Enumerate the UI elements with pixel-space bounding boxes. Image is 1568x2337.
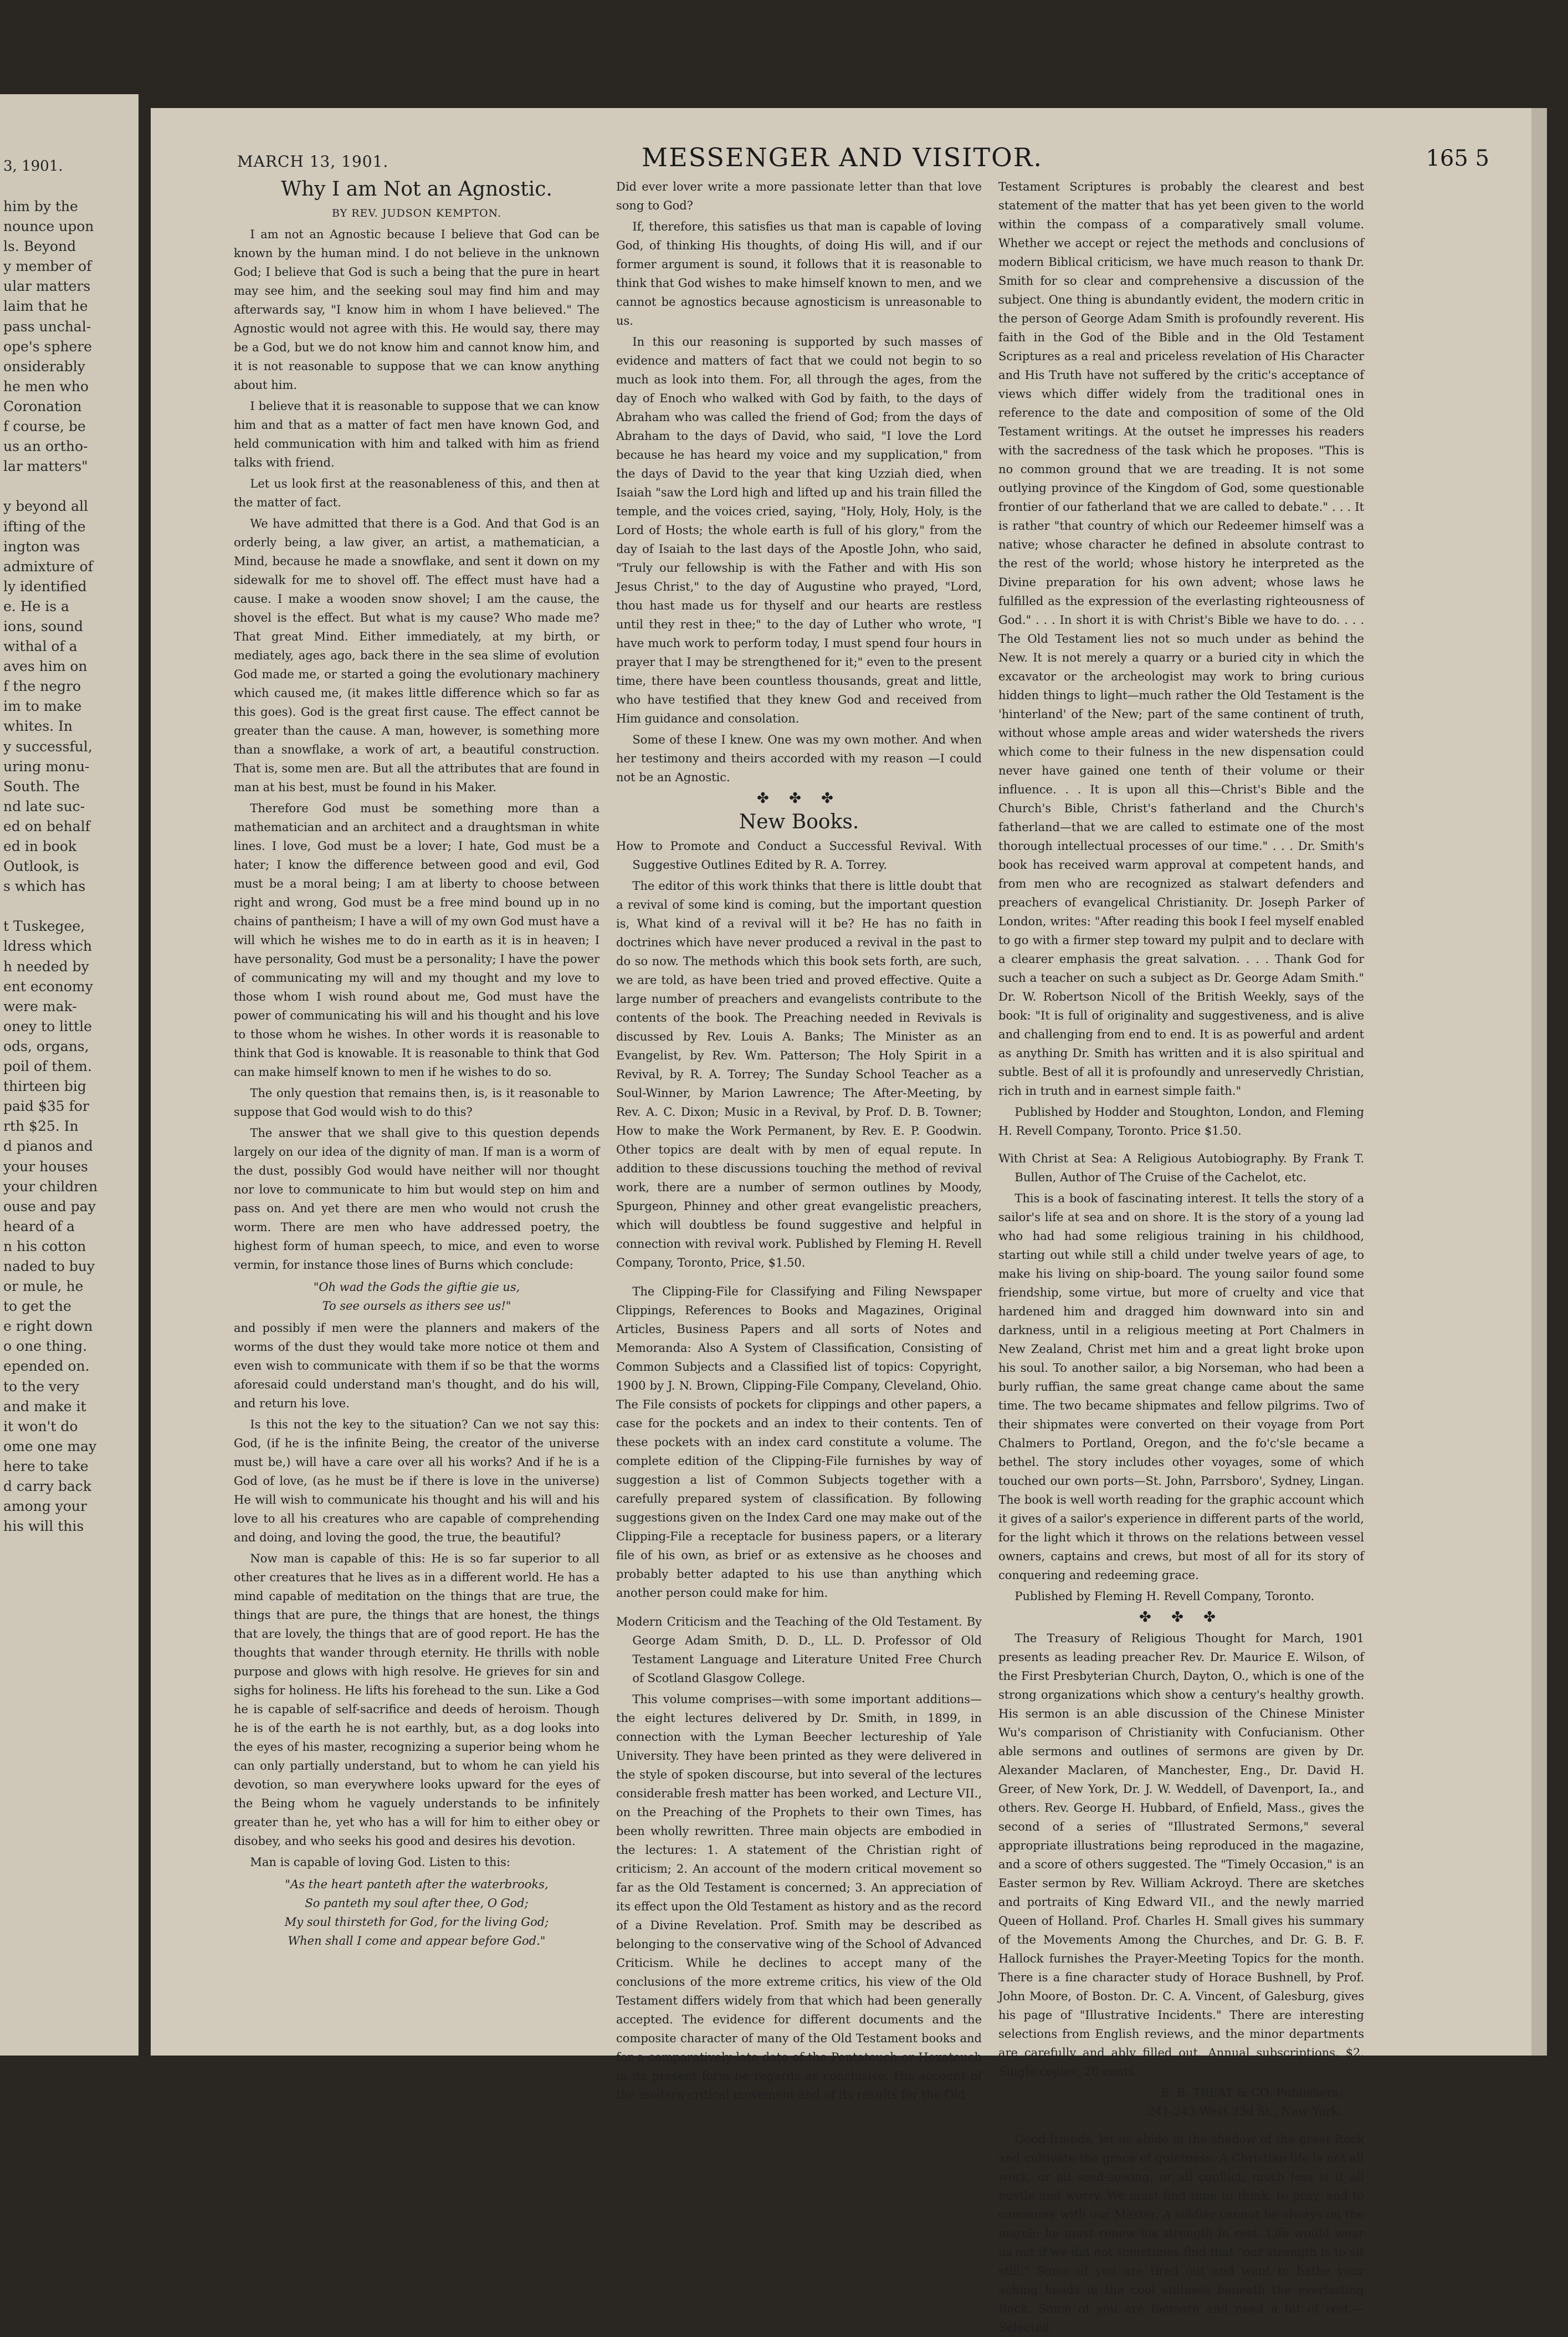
fragment-line: or mule, he — [3, 1278, 84, 1295]
book-title: With Christ at Sea: A Religious Autobiography. By Frank T. Bullen, Author of The Cruise of the Cachelot, etc. — [998, 1152, 1364, 1184]
book-review: The Treasury of Religious Thought for March, 1901 presents as leading preacher Rev. Dr. Maurice E. Wilson, of the First Presbyterian Church, Dayton, O., which is one of the strong organizations which show a century's healthy growth. His sermon is an able discussion of the Chinese Minister Wu's comparison of Christianity with Confucianism. Other able sermons and outlines of sermons are given by Dr. Alexander Maclaren, of Manchester, Eng., Dr. David H. Greer, of New York, Dr. J. W. Weddell, of Davenport, Ia., and others. Rev. George H. Hubbard, of Enfield, Mass., gives the second of a series of "Illustrated Sermons," several appropriate illustrations being reproduced in the magazine, and a score of others suggested. The "Timely Occasion," is an Easter sermon by Rev. William Ackroyd. There are sketches and portraits of King Edward VII., and the newly married Queen of Holland. Prof. Charles H. Small gives his summary of the Movements Among the Churches, and Dr. G. B. F. Hallock furnishes the Prayer-Meeting Topics for the month. There is a fine character study of Horace Bushnell, by Prof. John Moore, of Boston. Dr. C. A. Vincent, of Galesburg, gives his page of "Illustrative Incidents." There are interesting selections from English reviews, and the minor departments are carefully and ably filled out. Annual subscriptions, $2. Single copies, 20 cents. — [998, 1632, 1364, 2078]
section-title-new-books: New Books. — [739, 811, 859, 833]
fragment-line: h needed by — [3, 958, 89, 975]
publisher-address: E. B. TREAT & CO, Publishers, 241-243 West 23d St., New York. — [1147, 2086, 1342, 2118]
fragment-line: s which has — [3, 878, 86, 895]
fragment-line: South. The — [3, 778, 80, 795]
fragment-line: to get the — [3, 1298, 71, 1315]
column-1 — [234, 177, 599, 1954]
book-review: The Clipping-File for Classifying and Filing Newspaper Clippings, References to Books and Magazines, Original Articles, Business Papers and all sorts of Notes and Memoranda: Also A System of Classification, Consisting of Common Subjects and a Classified list of topics: Copyright, 1900 by J. N. Brown, Clipping-File Company, Cleveland, Ohio. The File consists of pockets for clippings and other papers, a case for the pockets and an index to their contents. Ten of these pockets with an index card constitute a volume. The complete edition of the Clipping-File furnishes by way of suggestion a list of Common Subjects together with a carefully prepared system of classification. By following suggestions given on the Index Card one may make out of the Clipping-File a receptacle for business papers, or a literary file of his own, as brief or as extensive as he chooses and probably better adapted to his use than anything which another person could make for him. — [616, 1285, 982, 1600]
paragraph: Is this not the key to the situation? Can we not say this: God, (if he is the infinite Being, the creator of the universe must be,) will have a care over all his works? And if he is a God of love, (as he must be if there is love in the universe) He will wish to communicate his thought and his will and his love to all his creatures who are capable of comprehending and doing, and loving the good, the true, the beautiful? — [234, 1418, 599, 1544]
fragment-line: ions, sound — [3, 618, 83, 634]
fragment-line: ods, organs, — [3, 1038, 89, 1054]
fragment-line: us an ortho- — [3, 438, 88, 455]
paragraph: We have admitted that there is a God. And that God is an orderly being, a law giver, an artist, a mathematician, a Mind, because he made a snowflake, and sent it down on my sidewalk for me to shovel off. The effect must have had a cause. I make a wooden snow shovel; I am the cause, the shovel is the effect. But what is my cause? Who made me? That great Mind. Either immediately, at my birth, or mediately, ages ago, back there in the sea slime of evolution God made me, or started a going the evolutionary machinery which caused me, (it makes little difference which so far as this goes). God is the great first cause. The effect cannot be greater than the cause. A man, however, is something more than a snowflake, a work of art, a beautiful construction. That is, some men are. But all the attributes that are found in man at his best, must be found in his Maker. — [234, 517, 599, 794]
fragment-line: d carry back — [3, 1478, 91, 1494]
facing-page-column — [3, 197, 136, 1536]
paragraph: The answer that we shall give to this question depends largely on our idea of the dignity of man. If man is a worm of the dust, possibly God would have neither will nor thought nor love to communicate to him but would step on him and pass on. And yet there are men who would not crush the worm. There are men who have addressed poetry, the highest form of human speech, to mice, and even to worse vermin, for instance those lines of Burns which conclude: — [234, 1126, 599, 1272]
paragraph: In this our reasoning is supported by such masses of evidence and matters of fact that we could not begin to so much as look into them. For, all through the ages, from the day of Enoch who walked with God by faith, to the days of Abraham who was called the friend of God; from the days of Abraham to the days of David, who said, "I love the Lord because he has heard my voice and my supplication," from the days of David to the year that king Uzziah died, when Isaiah "saw the Lord high and lifted up and his train filled the temple, and the voices cried, saying, "Holy, Holy, Holy, is the Lord of Hosts; the whole earth is full of his glory," from the day of Isaiah to the last days of the Apostle John, who said, "Truly our fellowship is with the Father and with His son Jesus Christ," to the day of Augustine who prayed, "Lord, thou hast made us for thyself and our hearts are restless until they rest in thee;" to the day of Luther who wrote, "I have much work to perform today, I must spend four hours in prayer that I may be strengthened for it;" even to the present time, there have been countless thousands, great and little, who have testified that they knew God and received from Him guidance and consolation. — [616, 335, 982, 725]
publisher-note: Published by Fleming H. Revell Company, Toronto. — [1014, 1590, 1315, 1603]
column-3 — [998, 177, 1364, 2337]
page-number: 165 5 — [1426, 146, 1489, 171]
fragment-line: poil of them. — [3, 1058, 92, 1075]
fragment-line: ington was — [3, 538, 80, 555]
fragment-line: ls. Beyond — [3, 238, 76, 255]
fragment-line: f course, be — [3, 418, 86, 435]
book-review: The editor of this work thinks that there is little doubt that a revival of some kind is coming, but the important question is, What kind of a revival will it be? He has no faith in doctrines which have never produced a revival in the past to do so now. The methods which this book sets forth, are such, we are told, as have been tried and proved effective. Quite a large number of preachers and evangelists contribute to the contents of the book. The Preaching needed in Revivals is discussed by Rev. Louis A. Banks; The Minister as an Evangelist, by Rev. Wm. Patterson; The Holy Spirit in a Revival, by R. A. Torrey; The Sunday School Teacher as a Soul-Winner, by Marion Lawrence; The After-Meeting, by Rev. A. C. Dixon; Music in a Revival, by Prof. D. B. Towner; How to make the Work Permanent, by Rev. E. P. Goodwin. Other topics are dealt with by men of equal repute. In addition to these discussions touching the method of revival work, there are a number of sermon outlines by Moody, Spurgeon, Phinney and other great evangelistic preachers, which will doubtless be found suggestive and helpful in connection with revival work. Published by Fleming H. Revell Company, Toronto, Price, $1.50. — [616, 879, 982, 1269]
fragment-line: him by the — [3, 198, 78, 214]
fragment-line: t Tuskegee, — [3, 918, 85, 935]
fragment-line: to the very — [3, 1378, 79, 1395]
publisher-note: Published by Hodder and Stoughton, London, and Fleming H. Revell Company, Toronto. Price $1.50. — [998, 1105, 1364, 1137]
page-edge-shadow — [1531, 108, 1547, 2056]
fragment-line: your children — [3, 1178, 98, 1195]
masthead-title: MESSENGER AND VISITOR. — [642, 142, 1043, 172]
fragment-line: whites. In — [3, 718, 73, 735]
fragment-line: heard of a — [3, 1218, 75, 1234]
closing-paragraph: Good friends, let us abide in the shadow of the great Rock and cultivate the grace of quietness. A Christian life is not all work, or all seed-sowing, or all conflict; much less is it all bustle and worry. We must find time to think, to pray, and to commune with our Master. A soldier cannot be always on the march: he must renew his strength in rest. Life would wear us out if we did not sometimes find that "our strength is to sit still." Some of you are tired out and want to bathe your aching heads in the cool stillness beneath the everlasting Rock. Some of you are footsore and need a bit of rest.—Selected. — [998, 2133, 1364, 2334]
fragment-line: were mak- — [3, 998, 77, 1014]
paragraph: The only question that remains then, is, is it reasonable to suppose that God would wish to do this? — [234, 1086, 599, 1119]
facing-page-fragment — [0, 94, 139, 2056]
fragment-line: naded to buy — [3, 1258, 95, 1274]
paragraph: and possibly if men were the planners and makers of the worms of the dust they would take more notice ot them and even wish to communicate with them if so be that the worms aforesaid could understand man's thought, and do his will, and return his love. — [234, 1321, 599, 1410]
paragraph: I am not an Agnostic because I believe that God can be known by the human mind. I do not believe in the unknown God; I believe that God is such a being that the pure in heart may see him, and the seeking soul may find him and may afterwards say, "I know him in whom I have believed." The Agnostic would not agree with this. He would say, there may be a God, but we do not know him and cannot know him, and it is not reasonable to suppose that we can know anything about him. — [234, 228, 599, 392]
paragraph: If, therefore, this satisfies us that man is capable of loving God, of thinking His thoughts, of doing His will, and if our former argument is sound, it follows that it is reasonable to think that God wishes to make himself known to men, and we cannot be agnostics because agnosticism is unreasonable to us. — [616, 220, 982, 327]
fragment-line: paid $35 for — [3, 1098, 89, 1115]
book-review: This volume comprises—with some important additions—the eight lectures delivered by Dr. Smith, in 1899, in connection with the Lyman Beecher lectureship of Yale University. They have been printed as they were delivered in the style of spoken discourse, but into several of the lectures considerable fresh matter has been worked, and Lecture VII., on the Preaching of the Prophets to their own Times, has been wholly rewritten. Three main objects are embodied in the lectures: 1. A statement of the Christian right of criticism; 2. An account of the modern critical movement so far as the Old Testament is concerned; 3. An appreciation of its effect upon the Old Testament as history and as the record of a Divine Revelation. Prof. Smith may be described as belonging to the conservative wing of the School of Advanced Criticism. While he declines to accept many of the conclusions of the more extreme critics, his view of the Old Testament differs widely from that which had been generally accepted. The evidence for different documents and the composite character of many of the Old Testament books and for a comparatively late date of the Pentateuch or Hexateuch in its present form he regards as conclusive. His account of the modern critical movement and of its results for the Old — [616, 1693, 982, 2102]
fragment-line: your houses — [3, 1158, 88, 1175]
paragraph: Did ever lover write a more passionate letter than that love song to God? — [616, 180, 982, 212]
article-byline: BY REV. JUDSON KEMPTON. — [332, 207, 501, 219]
paragraph: Now man is capable of this: He is so far superior to all other creatures that he lives as in a different world. He has a mind capable of meditation on the things that are true, the things that are pure, the things that are honest, the things that are lovely, the things that are of good report. He has the thoughts that wander through eternity. He thrills with noble purpose and glows with high resolve. He grieves for sin and sighs for holiness. He lifts his forehead to the sun. Like a God he is capable of self-sacrifice and deeds of heroism. Though he is of the earth he is not earthly, but, as a dog looks into the eyes of his master, recognizing a superior being whom he can only partially understand, but to whom he can yield his devotion, so man everywhere looks upward for the eyes of the Being whom he vaguely understands to be infinitely greater than he, yet who has a will for him to either obey or disobey, and who seeks his good and desires his devotion. — [234, 1552, 599, 1848]
fragment-line: his will this — [3, 1518, 84, 1535]
fragment-line: rth $25. In — [3, 1118, 79, 1135]
fragment-line: aves him on — [3, 658, 88, 675]
fragment-line: y beyond all — [3, 498, 88, 515]
fragment-line: withal of a — [3, 638, 78, 655]
fragment-line — [3, 476, 136, 496]
section-divider: ✤ ✤ ✤ — [757, 790, 841, 807]
fragment-line: ular matters — [3, 278, 91, 295]
fragment-line: d pianos and — [3, 1138, 93, 1155]
fragment-line: ouse and pay — [3, 1198, 96, 1214]
fragment-line: y member of — [3, 258, 92, 275]
fragment-line: oney to little — [3, 1018, 92, 1034]
fragment-line: y successful, — [3, 738, 93, 755]
section-divider: ✤ ✤ ✤ — [1139, 1609, 1223, 1626]
fragment-line: admixture of — [3, 558, 93, 575]
fragment-line: laim that he — [3, 298, 88, 315]
fragment-line: ed in book — [3, 838, 77, 854]
fragment-line: ope's sphere — [3, 338, 92, 355]
fragment-line: nd late suc- — [3, 798, 85, 814]
newspaper-page — [151, 108, 1547, 2334]
page-header — [237, 142, 1489, 176]
facing-page-date: 3, 1901. — [3, 158, 63, 175]
fragment-line: n his cotton — [3, 1238, 86, 1254]
fragment-line: Outlook, is — [3, 858, 79, 875]
verse-psalm: "As the heart panteth after the waterbrooks, So panteth my soul after thee, O God; My soul thirsteth for God, for the living God; When shall I come and appear before God." — [284, 1878, 549, 1948]
fragment-line: f the negro — [3, 678, 81, 695]
fragment-line: nounce upon — [3, 218, 94, 235]
paragraph: Man is capable of loving God. Listen to this: — [250, 1856, 510, 1869]
fragment-line — [3, 896, 136, 916]
book-review: Testament Scriptures is probably the clearest and best statement of the matter that has yet been given to the world within the compass of a comparatively small volume. Whether we accept or reject the methods and conclusions of modern Biblical criticism, we have much reason to thank Dr. Smith for so clear and comprehensive a discussion of the subject. One thing is abundantly evident, the modern critic in the person of George Adam Smith is profoundly reverent. His faith in the God of the Bible and in the Old Testament Scriptures as a real and priceless revelation of His Character and His Truth have not suffered by the critic's acceptance of views which differ widely from the traditional ones in reference to the date and composition of some of the Old Testament writings. At the outset he impresses his readers with the sacredness of the task which he proposes. "This is no common ground that we are treading. It is not some outlying province of the Kingdom of God, some questionable frontier of our fatherland that we are called to debate." . . . It is rather "that country of which our Redeemer himself was a native; whose character he defined in absolute contrast to the rest of the world; whose history he interpreted as the Divine preparation for his own advent; whose laws he fulfilled as the expression of the everlasting righteousness of God." . . . In short it is with Christ's Bible we have to do. . . . The Old Testament lies not so much under as behind the New. It is not merely a quarry or a buried city in which the excavator or the archeologist may work to bring curious hidden things to light—much rather the Old Testament is the 'hinterland' of the New; part of the same continent of truth, without whose ample areas and wider watersheds the rivers which come to their fulness in the new dispensation could never have gained one tenth of their volume or their influence. . . It is upon all this—Christ's Bible and the Church's Bible, Christ's fatherland and the Church's fatherland—that we are called to estimate one of the most thorough intellectual processes of our time." . . . Dr. Smith's book has received warm approval at competent hands, and from men who are recognized as stalwart defenders and preachers of evangelical Christianity. Dr. Joseph Parker of London, writes: "After reading this book I feel myself enabled to go with a firmer step toward my pulpit and to declare with a clearer emphasis the great salvation. . . . Thank God for such a teacher on such a subject as Dr. George Adam Smith." Dr. W. Robertson Nicoll of the British Weekly, says of the book: "It is full of originality and suggestiveness, and is alive and challenging from end to end. It is as powerful and ardent as anything Dr. Smith has written and it is also spiritual and subtle. Best of all it is profoundly and unreservedly Christian, rich in truth and in earnest simple faith." — [998, 180, 1364, 1098]
fragment-line: he men who — [3, 378, 89, 394]
fragment-line: lar matters" — [3, 458, 88, 475]
issue-date: MARCH 13, 1901. — [237, 152, 389, 171]
fragment-line: ent economy — [3, 978, 93, 995]
fragment-line: Coronation — [3, 398, 82, 414]
column-2 — [616, 177, 982, 2104]
fragment-line: ldress which — [3, 938, 92, 955]
paragraph: Let us look first at the reasonableness of this, and then at the matter of fact. — [234, 477, 599, 509]
fragment-line: onsiderably — [3, 358, 85, 375]
book-title: How to Promote and Conduct a Successful Revival. With Suggestive Outlines Edited by R. A. Torrey. — [616, 839, 982, 872]
book-title: Modern Criticism and the Teaching of the Old Testament. By George Adam Smith, D. D., LL. D. Professor of Old Testament Language and Literature United Free Church of Scotland Glasgow College. — [616, 1615, 982, 1685]
paragraph: Some of these I knew. One was my own mother. And when her testimony and theirs accorded with my reason —I could not be an Agnostic. — [616, 733, 982, 784]
fragment-line: it won't do — [3, 1418, 78, 1434]
fragment-line: ifting of the — [3, 518, 86, 535]
paragraph: I believe that it is reasonable to suppose that we can know him and that as a matter of fact men have known God, and held communication with him and talked with him as friend talks with friend. — [234, 399, 599, 469]
verse-burns: "Oh wad the Gods the giftie gie us, To see oursels as ithers see us!" — [313, 1280, 520, 1313]
fragment-line: ome one may — [3, 1438, 97, 1454]
fragment-line: e right down — [3, 1318, 93, 1335]
fragment-line: pass unchal- — [3, 318, 91, 335]
fragment-line: here to take — [3, 1458, 89, 1474]
fragment-line: and make it — [3, 1398, 86, 1414]
paragraph: Therefore God must be something more than a mathematician and an architect and a draughtsman in white lines. I love, God must be a lover; I hate, God must be a hater; I know the difference between good and evil, God must be a moral being; I am at liberty to choose between right and wrong, God must be a free mind bound up in no chains of pantheism; I have a will of my own God must have a will which he wishes me to do in earth as it is in heaven; I have personality, God must be a personality; I have the power of communicating my will and my thought and my love to those whom I wish round about me, God must have the power of communicating his will and his thought and his love to those whom he wishes. In other words it is reasonable to think that God is knowable. It is reasonable to think that God can make himself known to men if he wishes to do so. — [234, 802, 599, 1079]
fragment-line: among your — [3, 1498, 87, 1515]
fragment-line: uring monu- — [3, 758, 90, 775]
fragment-line: epended on. — [3, 1358, 90, 1375]
article-title: Why I am Not an Agnostic. — [281, 178, 552, 201]
book-review: This is a book of fascinating interest. It tells the story of a sailor's life at sea and on shore. It is the story of a young lad who had had some religious training in his childhood, starting out while still a child under twelve years of age, to make his living on ship-board. The young sailor found some friendship, some virtue, but more of cruelty and vice that hardened him and dragged him downward into sin and darkness, until in a religious meeting at Port Chalmers in New Zealand, Christ met him and a great light broke upon his soul. To another sailor, a big Norseman, who had been a burly ruffian, the same great change came about the same time. The two became shipmates and fellow pilgrims. Two of their shipmates were converted on their voyage from Port Chalmers to Portland, Oregon, and the fo'c'sle became a bethel. The story includes other voyages, some of which touched our own ports—St. John, Parrsboro', Sydney, Lingan. The book is well worth reading for the graphic account which it gives of a sailor's experience in different parts of the world, for the light which it throws on the relations between vessel owners, captains and crews, but most of all for its story of conquering and redeeming grace. — [998, 1192, 1364, 1582]
fragment-line: o one thing. — [3, 1338, 88, 1355]
fragment-line: thirteen big — [3, 1078, 86, 1095]
fragment-line: ly identified — [3, 578, 87, 594]
fragment-line: im to make — [3, 698, 82, 715]
fragment-line: e. He is a — [3, 598, 69, 614]
fragment-line: ed on behalf — [3, 818, 90, 834]
